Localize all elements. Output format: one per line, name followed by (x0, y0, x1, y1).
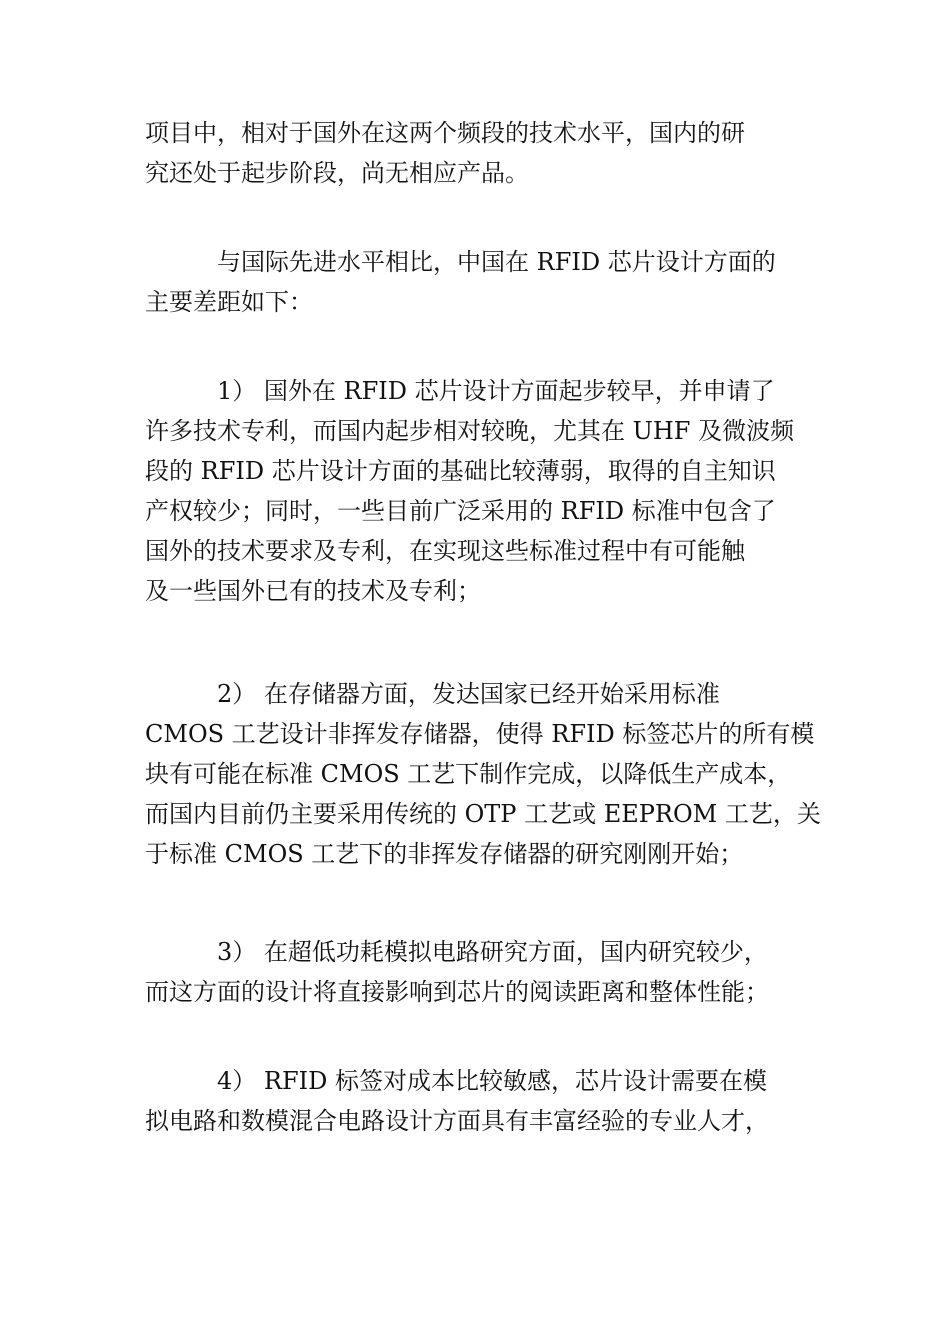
paragraph-2 (145, 242, 810, 322)
text-line: 拟电路和数模混合电路设计方面具有丰富经验的专业人才， (145, 1107, 769, 1135)
paragraph-6 (145, 1061, 810, 1141)
text-line: 主要差距如下： (145, 288, 313, 316)
text-line: CMOS 工艺设计非挥发存储器，使得 RFID 标签芯片的所有模 (145, 720, 815, 748)
text-line: 1） 国外在 RFID 芯片设计方面起步较早，并申请了 (145, 377, 775, 405)
text-line: 究还处于起步阶段，尚无相应产品。 (145, 159, 529, 187)
text-line: 3） 在超低功耗模拟电路研究方面，国内研究较少， (145, 938, 768, 966)
text-line: 许多技术专利，而国内起步相对较晚，尤其在 UHF 及微波频 (145, 417, 795, 445)
text-line: 于标准 CMOS 工艺下的非挥发存储器的研究刚刚开始； (145, 840, 744, 868)
text-line: 段的 RFID 芯片设计方面的基础比较薄弱，取得的自主知识 (145, 457, 776, 485)
text-line: 4） RFID 标签对成本比较敏感，芯片设计需要在模 (145, 1067, 767, 1095)
text-line: 而这方面的设计将直接影响到芯片的阅读距离和整体性能； (145, 978, 769, 1006)
paragraph-4 (145, 674, 821, 874)
paragraph-5 (145, 932, 810, 1012)
paragraph-3 (145, 371, 810, 611)
text-line: 2） 在存储器方面，发达国家已经开始采用标准 (145, 680, 720, 708)
text-line: 及一些国外已有的技术及专利； (145, 577, 481, 605)
text-line: 与国际先进水平相比，中国在 RFID 芯片设计方面的 (145, 248, 776, 276)
text-line: 块有可能在标准 CMOS 工艺下制作完成，以降低生产成本， (145, 760, 792, 788)
text-line: 而国内目前仍主要采用传统的 OTP 工艺或 EEPROM 工艺，关 (145, 800, 821, 828)
text-line: 项目中，相对于国外在这两个频段的技术水平，国内的研 (145, 119, 745, 147)
paragraph-1 (145, 113, 810, 193)
text-line: 国外的技术要求及专利，在实现这些标准过程中有可能触 (145, 537, 745, 565)
text-line: 产权较少；同时，一些目前广泛采用的 RFID 标准中包含了 (145, 497, 776, 525)
